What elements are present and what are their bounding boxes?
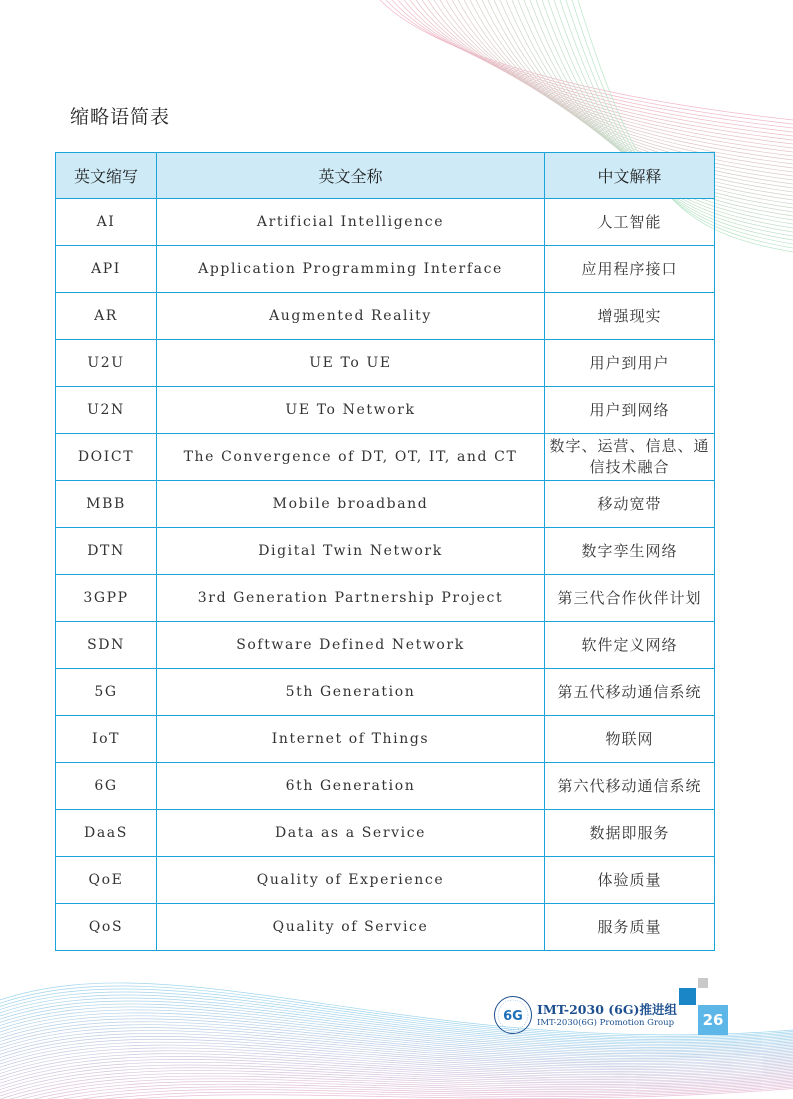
decorative-square-grey — [698, 978, 708, 988]
wave-line — [0, 1081, 793, 1099]
wave-line — [0, 1073, 793, 1099]
wave-line — [0, 1031, 793, 1061]
header-abbreviation: 英文缩写 — [56, 153, 157, 199]
cell-chinese: 数据即服务 — [545, 810, 715, 857]
wave-line — [0, 1033, 793, 1061]
wave-line — [0, 1057, 793, 1080]
table-row — [56, 857, 715, 904]
cell-chinese: 第三代合作伙伴计划 — [545, 575, 715, 622]
wave-line — [0, 1051, 793, 1074]
cell-full-name: The Convergence of DT, OT, IT, and CT — [157, 434, 545, 481]
cell-full-name: Data as a Service — [157, 810, 545, 857]
cell-abbreviation: IoT — [56, 716, 157, 763]
table-row — [56, 904, 715, 951]
cell-chinese: 服务质量 — [545, 904, 715, 951]
cell-chinese: 数字、运营、信息、通信技术融合 — [545, 434, 715, 481]
wave-line — [410, 0, 793, 140]
wave-line — [464, 0, 793, 176]
cell-abbreviation: API — [56, 246, 157, 293]
decorative-square-blue — [679, 988, 696, 1005]
table-row — [56, 575, 715, 622]
wave-line — [446, 0, 793, 164]
wave-line — [0, 1059, 793, 1083]
cell-full-name: Quality of Experience — [157, 857, 545, 904]
wave-line — [422, 0, 793, 148]
cell-full-name: Software Defined Network — [157, 622, 545, 669]
cell-chinese: 物联网 — [545, 716, 715, 763]
cell-chinese: 应用程序接口 — [545, 246, 715, 293]
cell-abbreviation: DOICT — [56, 434, 157, 481]
wave-line — [0, 1025, 793, 1057]
header-chinese: 中文解释 — [545, 153, 715, 199]
table-row — [56, 434, 715, 481]
org-logo — [493, 995, 533, 1035]
cell-abbreviation: SDN — [56, 622, 157, 669]
wave-line — [452, 0, 793, 168]
cell-abbreviation: 5G — [56, 669, 157, 716]
cell-chinese: 增强现实 — [545, 293, 715, 340]
cell-abbreviation: U2N — [56, 387, 157, 434]
table-row — [56, 669, 715, 716]
wave-line — [428, 0, 793, 152]
cell-abbreviation: QoE — [56, 857, 157, 904]
cell-abbreviation: DTN — [56, 528, 157, 575]
table-row — [56, 528, 715, 575]
wave-line — [0, 1084, 793, 1099]
cell-abbreviation: MBB — [56, 481, 157, 528]
cell-full-name: Internet of Things — [157, 716, 545, 763]
wave-line — [0, 1048, 793, 1070]
wave-line — [0, 1068, 793, 1093]
cell-abbreviation: AR — [56, 293, 157, 340]
cell-abbreviation: QoS — [56, 904, 157, 951]
wave-line — [458, 0, 793, 172]
org-name-en: IMT-2030(6G) Promotion Group — [537, 1018, 675, 1028]
header-full-name: 英文全称 — [157, 153, 545, 199]
wave-line — [0, 1065, 793, 1090]
cell-full-name: UE To Network — [157, 387, 545, 434]
wave-line — [434, 0, 793, 156]
table-row — [56, 763, 715, 810]
cell-full-name: 5th Generation — [157, 669, 545, 716]
cell-full-name: Quality of Service — [157, 904, 545, 951]
cell-chinese: 移动宽带 — [545, 481, 715, 528]
table-row — [56, 810, 715, 857]
cell-chinese: 数字孪生网络 — [545, 528, 715, 575]
table-row — [56, 481, 715, 528]
wave-line — [404, 0, 793, 136]
table-header-row — [56, 153, 715, 199]
wave-line — [416, 0, 793, 144]
cell-full-name: 3rd Generation Partnership Project — [157, 575, 545, 622]
table-row — [56, 293, 715, 340]
cell-chinese: 体验质量 — [545, 857, 715, 904]
wave-line — [0, 1054, 793, 1077]
cell-chinese: 人工智能 — [545, 199, 715, 246]
wave-line — [392, 0, 793, 128]
abbreviation-table — [55, 152, 715, 951]
wave-line — [0, 1036, 793, 1063]
page-title: 缩略语简表 — [70, 106, 171, 128]
cell-abbreviation: U2U — [56, 340, 157, 387]
cell-chinese: 用户到用户 — [545, 340, 715, 387]
wave-line — [0, 1071, 793, 1096]
table-row — [56, 246, 715, 293]
cell-full-name: Digital Twin Network — [157, 528, 545, 575]
wave-line — [0, 1083, 793, 1099]
table-row — [56, 340, 715, 387]
wave-line — [386, 0, 793, 124]
table-row — [56, 622, 715, 669]
cell-full-name: Augmented Reality — [157, 293, 545, 340]
wave-line — [0, 1087, 793, 1099]
wave-line — [0, 1076, 793, 1099]
wave-line — [0, 1086, 793, 1099]
cell-abbreviation: 3GPP — [56, 575, 157, 622]
wave-line — [398, 0, 793, 132]
wave-line — [0, 1045, 793, 1068]
cell-full-name: Application Programming Interface — [157, 246, 545, 293]
page-number: 26 — [698, 1005, 728, 1035]
cell-chinese: 软件定义网络 — [545, 622, 715, 669]
wave-line — [0, 1042, 793, 1066]
cell-full-name: Mobile broadband — [157, 481, 545, 528]
wave-line — [0, 1062, 793, 1086]
logo-text: 6G — [503, 1009, 523, 1024]
table-row — [56, 716, 715, 763]
wave-line — [0, 1039, 793, 1065]
cell-full-name: UE To UE — [157, 340, 545, 387]
wave-line — [0, 1089, 793, 1099]
cell-abbreviation: DaaS — [56, 810, 157, 857]
wave-line — [440, 0, 793, 160]
cell-full-name: 6th Generation — [157, 763, 545, 810]
wave-line — [0, 1028, 793, 1059]
cell-full-name: Artificial Intelligence — [157, 199, 545, 246]
cell-chinese: 第五代移动通信系统 — [545, 669, 715, 716]
wave-line — [0, 1079, 793, 1099]
cell-abbreviation: AI — [56, 199, 157, 246]
table-row — [56, 387, 715, 434]
org-name: IMT-2030 (6G)推进组 — [537, 1002, 677, 1017]
table-row — [56, 199, 715, 246]
cell-chinese: 用户到网络 — [545, 387, 715, 434]
wave-line — [380, 0, 793, 120]
cell-abbreviation: 6G — [56, 763, 157, 810]
cell-chinese: 第六代移动通信系统 — [545, 763, 715, 810]
